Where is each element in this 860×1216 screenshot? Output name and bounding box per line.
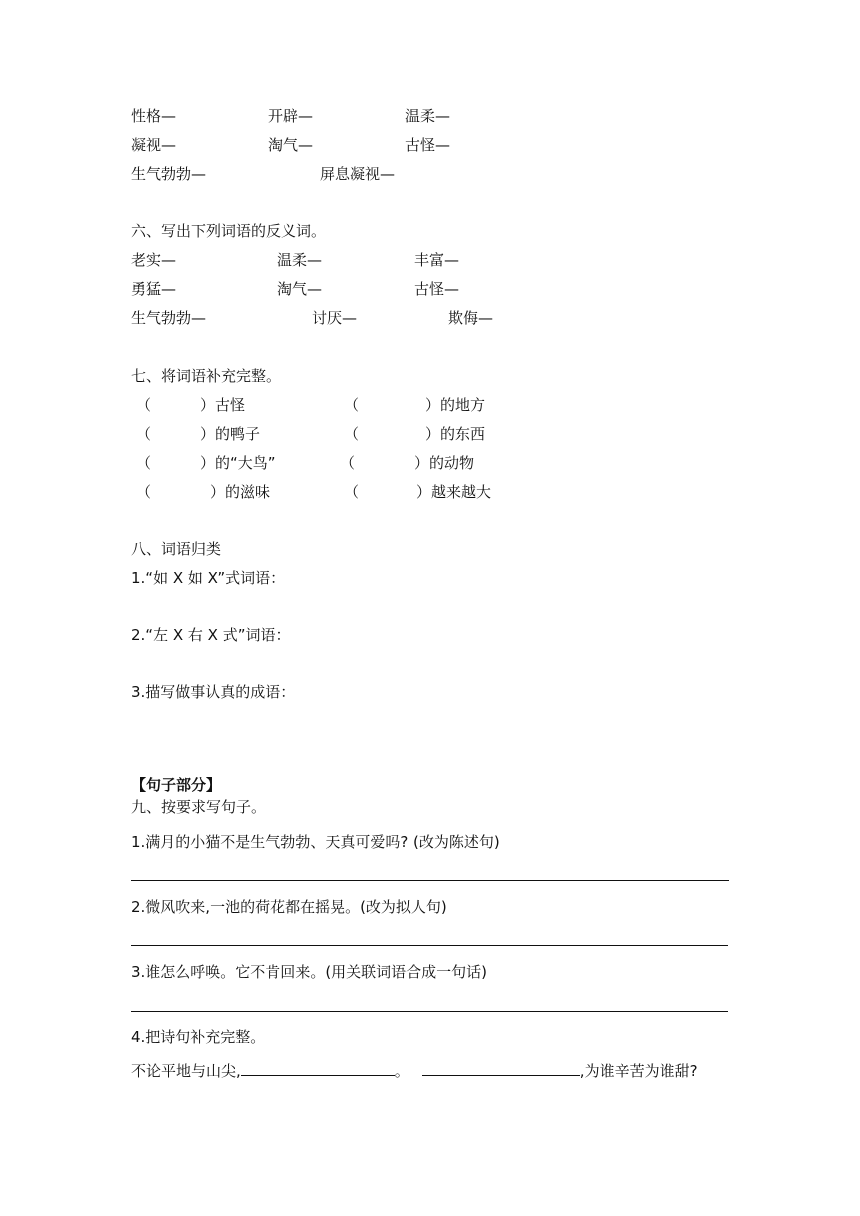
complete-item: ）古怪 [200,396,246,414]
paren-open: （ [344,396,360,414]
sentence-question: 1.满月的小猫不是生气勃勃、天真可爱吗? (改为陈述句) [131,833,500,851]
poem-blank[interactable] [422,1059,580,1076]
antonym-word: 老实— [131,251,177,269]
paren-open: （ [136,425,152,443]
sentence-question: 3.谁怎么呼唤。它不肯回来。(用关联词语合成一句话) [131,963,488,981]
complete-item: ）的东西 [425,425,486,443]
paren-open: （ [344,425,360,443]
complete-item: ）的鸭子 [200,425,261,443]
poem-line [131,1059,698,1081]
poem-text: 。 [394,1062,410,1080]
synonym-word: 凝视— [131,136,177,154]
answer-line[interactable] [131,945,728,946]
antonym-word: 讨厌— [312,309,358,327]
antonym-word: 生气勃勃— [131,309,207,327]
complete-item: ）的滋味 [210,483,271,501]
answer-line[interactable] [131,880,729,881]
sentence-question: 2.微风吹来,一池的荷花都在摇晃。(改为拟人句) [131,898,447,916]
antonym-word: 温柔— [277,251,323,269]
sentence-question: 4.把诗句补充完整。 [131,1028,266,1046]
sentence-heading: 九、按要求写句子。 [131,798,267,816]
synonym-word: 古怪— [405,136,451,154]
paren-open: （ [344,483,360,501]
synonym-word: 开辟— [268,107,314,125]
complete-item: ）的动物 [414,454,475,472]
poem-blank[interactable] [241,1059,395,1076]
classify-item: 2.“左 X 右 X 式”词语： [131,626,291,644]
poem-text: 不论平地与山尖, [131,1062,241,1080]
section-title: 【句子部分】 [131,776,222,794]
paren-open: （ [340,454,356,472]
answer-line[interactable] [131,1011,728,1012]
synonym-word: 屏息凝视— [320,165,396,183]
classify-item: 1.“如 X 如 X”式词语： [131,569,286,587]
antonym-word: 古怪— [414,280,460,298]
antonym-word: 勇猛— [131,280,177,298]
antonym-word: 淘气— [277,280,323,298]
complete-heading: 七、将词语补充完整。 [131,367,282,385]
complete-item: ）越来越大 [416,483,492,501]
paren-open: （ [136,396,152,414]
antonym-word: 丰富— [414,251,460,269]
paren-open: （ [136,454,152,472]
paren-open: （ [136,483,152,501]
poem-text: ,为谁辛苦为谁甜? [579,1062,698,1080]
complete-item: ）的地方 [425,396,486,414]
synonym-word: 生气勃勃— [131,165,207,183]
synonym-word: 性格— [131,107,177,125]
antonym-heading: 六、写出下列词语的反义词。 [131,222,327,240]
classify-heading: 八、词语归类 [131,540,222,558]
complete-item: ）的“大鸟” [200,454,276,472]
classify-item: 3.描写做事认真的成语： [131,683,296,701]
synonym-word: 淘气— [268,136,314,154]
antonym-word: 欺侮— [448,309,494,327]
synonym-word: 温柔— [405,107,451,125]
